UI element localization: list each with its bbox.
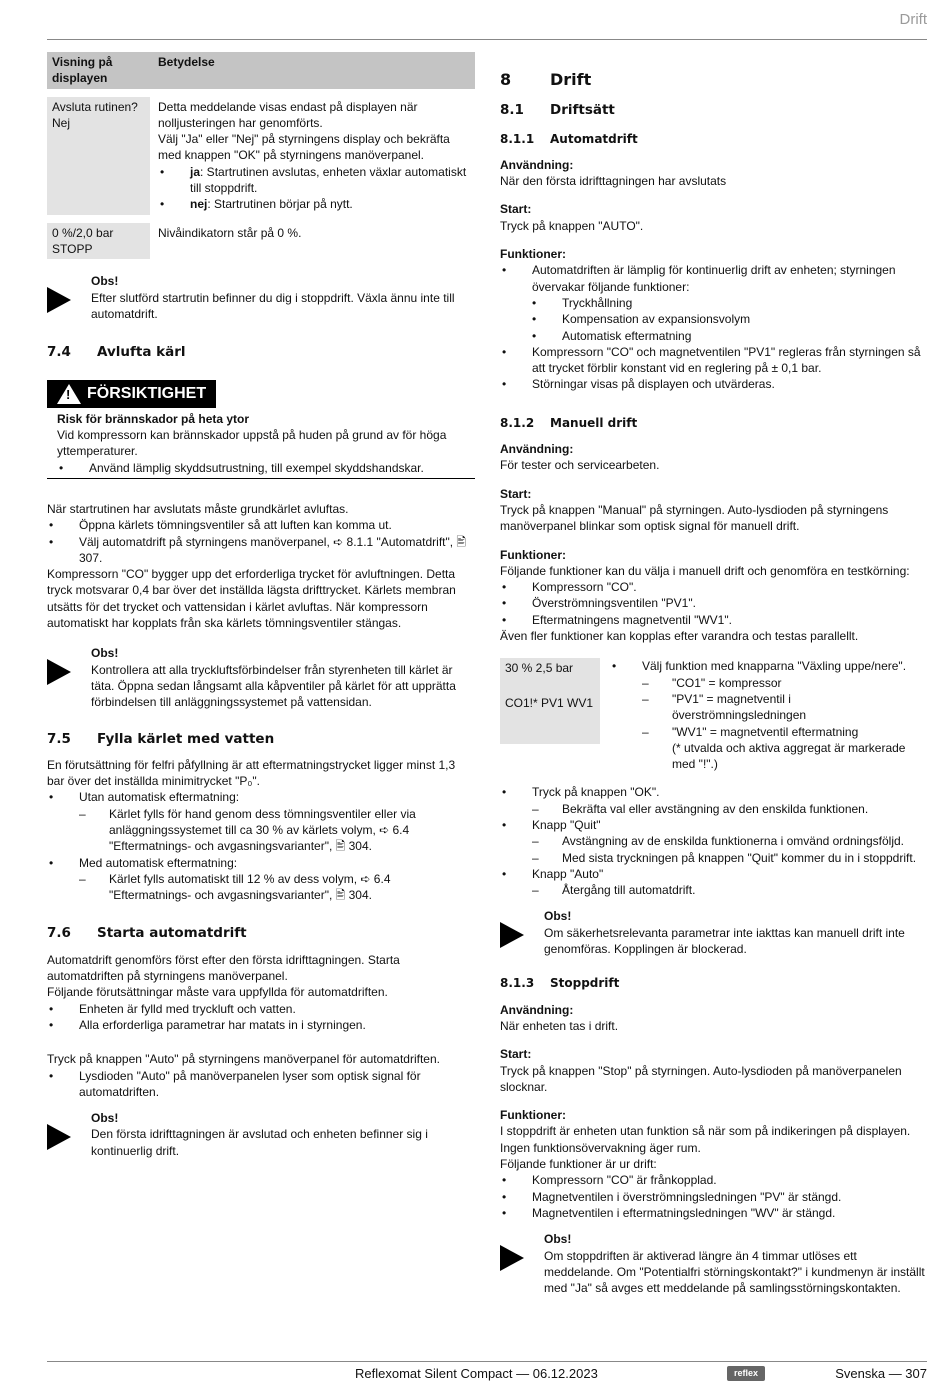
subsection-heading: 8.1.3 Stoppdrift: [500, 976, 620, 991]
list-item: • Kompressorn "CO" är frånkopplad.: [502, 1173, 717, 1188]
item-text: : Startrutinen avslutas, enheten växlar automatiskt till stoppdrift.: [190, 164, 467, 196]
footer-page: Svenska — 307: [835, 1366, 927, 1381]
table-cell-meaning: [150, 97, 475, 215]
paragraph: En förutsättning för felfri påfyllning är att eftermatningstrycket ligger minst 1,3 bar över det inställda minimitrycket "P₀".: [47, 757, 456, 789]
paragraph: Detta meddelande visas endast på displayen när nolljusteringen har genomförts.: [158, 99, 418, 130]
label: Funktioner:: [500, 547, 566, 562]
display-readout: [500, 658, 600, 744]
note-label: Obs!: [544, 909, 572, 924]
list-item: • ja: Startrutinen avslutas, enheten växlar automatiskt till stoppdrift.: [160, 164, 467, 196]
paragraph: Följande förutsättningar måste vara uppfyllda för automatdriften.: [47, 985, 388, 1000]
sub-list-item: • Automatisk eftermatning: [532, 328, 692, 343]
display-line: CO1!* PV1 WV1: [505, 695, 594, 710]
display-box: [500, 658, 926, 772]
list-item: • Överströmningsventilen "PV1".: [502, 596, 696, 611]
sub-list-item: (* utvalda och aktiva aggregat är markerade med "!".): [672, 740, 906, 772]
warning-badge: ! FÖRSIKTIGHET: [47, 380, 216, 408]
note-text: Den första idrifttagningen är avslutad och enheten befinner sig i kontinuerlig drift.: [91, 1127, 428, 1158]
label: Funktioner:: [500, 1108, 566, 1123]
footer-document: Reflexomat Silent Compact — 06.12.2023: [355, 1366, 598, 1381]
cell-line: Nej: [52, 115, 71, 130]
note-label: Obs!: [91, 274, 119, 289]
item-text: : Startrutinen börjar på nytt.: [207, 197, 353, 212]
table-cell-meaning: Nivåindikatorn står på 0 %.: [158, 225, 302, 240]
sub-list-item: – Kärlet fylls automatiskt till 12 % av dess volym, ➪ 6.4 "Eftermatnings- och avgasningsvarianter", 🖹 304.: [79, 871, 391, 903]
list-item: • Kompressorn "CO".: [502, 580, 637, 595]
table-header-display: Visning på displayen: [47, 52, 150, 89]
paragraph: När den första idrifttagningen har avslutats: [500, 174, 727, 189]
list-item: • Enheten är fylld med tryckluft och vatten.: [49, 1001, 296, 1016]
note-label: Obs!: [91, 1111, 119, 1126]
paragraph: Tryck på knappen "Manual" på styrningen. Auto-lysdioden på styrningens manöverpanel blinkar som optisk signal för manuell drift.: [500, 502, 889, 534]
page-footer: [47, 1361, 927, 1381]
arrow-icon: [500, 922, 524, 948]
paragraph: Följande funktioner är ur drift:: [500, 1157, 657, 1172]
display-line: 30 % 2,5 bar: [505, 661, 574, 676]
list-item: • Öppna kärlets tömningsventiler så att luften kan komma ut.: [49, 518, 392, 533]
note-label: Obs!: [91, 646, 119, 661]
subsection-heading: 8.1.2 Manuell drift: [500, 415, 638, 430]
note: [47, 273, 475, 322]
sub-list-item: – Avstängning av de enskilda funktionerna i omvänd ordningsföljd.: [532, 834, 904, 849]
note-text: Om säkerhetsrelevanta parametrar inte iakttas kan manuell drift inte genomföras. Kopplingen är blockerad.: [544, 925, 905, 957]
key-term: nej: [190, 197, 208, 212]
list-item: • Magnetventilen i eftermatningsledningen "WV" är stängd.: [502, 1205, 836, 1220]
section-heading: 8.1 Driftsätt: [500, 102, 615, 119]
paragraph: Automatdrift genomförs först efter den första idrifttagningen. Starta automatdriften på styrningens manöverpanel.: [47, 952, 400, 984]
section-heading: 7.5 Fylla kärlet med vatten: [47, 730, 275, 747]
subsection-heading: 8.1.1 Automatdrift: [500, 131, 638, 146]
label: Användning:: [500, 1002, 574, 1017]
table-cell-display: [47, 223, 150, 260]
label: Start:: [500, 1047, 532, 1062]
key-term: ja: [190, 164, 201, 179]
note-text: Om stoppdriften är aktiverad längre än 4 timmar utlöses ett meddelande. Om "Potentialfri störningskontakt?" i kundmenyn är inställt med "Ja" så avges ett meddelande på samlingsstörningskontakten.: [544, 1248, 925, 1296]
paragraph: När startrutinen har avslutats måste grundkärlet avluftas.: [47, 501, 349, 516]
list-item: • Knapp "Auto": [502, 866, 604, 881]
list-item: • Störningar visas på displayen och utvärderas.: [502, 377, 775, 392]
warning-title: Risk för brännskador på heta ytor: [57, 411, 250, 426]
note-text: Efter slutförd startrutin befinner du dig i stoppdrift. Växla ännu inte till automatdrift.: [91, 290, 455, 321]
table-header-meaning: Betydelse: [150, 52, 475, 89]
label: Funktioner:: [500, 247, 566, 262]
sub-list-item: – "PV1" = magnetventil i överströmningsledningen: [642, 691, 807, 723]
list-item: • Alla erforderliga parametrar har matats in i styrningen.: [49, 1017, 366, 1032]
paragraph: Tryck på knappen "Stop" på styrningen. Auto-lysdioden på manöverpanelen slocknar.: [500, 1063, 902, 1094]
paragraph: För tester och servicearbeten.: [500, 458, 660, 473]
list-item: • Kompressorn "CO" och magnetventilen "PV1" regleras från styrningen så att trycket förblir konstant vid en reglering på ± 0,1 bar.: [502, 344, 921, 376]
display-table: [47, 44, 475, 267]
list-item: • Tryck på knappen "OK".: [502, 785, 660, 800]
paragraph: Följande funktioner kan du välja i manuell drift och genomföra en testkörning:: [500, 563, 910, 578]
chapter-heading: 8 Drift: [500, 70, 592, 89]
paragraph: När enheten tas i drift.: [500, 1018, 619, 1033]
paragraph: Även fler funktioner kan kopplas efter varandra och testas parallellt.: [500, 629, 859, 644]
list-item: • Lysdioden "Auto" på manöverpanelen lyser som optisk signal för automatdriften.: [49, 1068, 421, 1099]
list-item: • Automatdriften är lämplig för kontinuerlig drift av enheten; styrningen övervakar följande funktioner:: [502, 263, 896, 294]
note-text: Kontrollera att alla tryckluftsförbindelser från styrenheten till kärlet är täta. Öppna sedan långsamt alla kåpventiler på kärlet för att upprätta förbindelsen till anläggningssystemet på vattensidan.: [91, 662, 456, 710]
list-item: • Utan automatisk eftermatning:: [49, 790, 240, 805]
sub-list-item: – Återgång till automatdrift.: [532, 883, 696, 898]
section-heading: 7.6 Starta automatdrift: [47, 925, 247, 942]
header-title: Drift: [899, 11, 927, 28]
note-label: Obs!: [544, 1232, 572, 1247]
note: [500, 908, 926, 957]
note: [47, 1110, 475, 1159]
page-header: [47, 10, 927, 40]
list-item: • Magnetventilen i överströmningsledningen "PV" är stängd.: [502, 1189, 842, 1204]
paragraph: I stoppdrift är enheten utan funktion så när som på indikeringen på displayen. Ingen funktionsövervakning äger rum.: [500, 1124, 911, 1155]
sub-list-item: – "WV1" = magnetventil eftermatning: [642, 724, 859, 739]
list-item: • Med automatisk eftermatning:: [49, 855, 238, 870]
table-cell-display: [47, 97, 150, 215]
reflex-logo: reflex: [727, 1366, 765, 1381]
note: [47, 645, 475, 710]
list-item: • nej: Startrutinen börjar på nytt.: [160, 197, 353, 212]
note: [500, 1231, 926, 1296]
list-item: • Välj funktion med knapparna "Växling uppe/nere".: [612, 659, 907, 674]
arrow-icon: [47, 287, 71, 313]
sub-list-item: • Kompensation av expansionsvolym: [532, 312, 751, 327]
sub-list-item: – "CO1" = kompressor: [642, 675, 782, 690]
sub-list-item: – Bekräfta val eller avstängning av den enskilda funktionen.: [532, 801, 869, 816]
section-heading: 7.4 Avlufta kärl: [47, 344, 186, 361]
cell-line: STOPP: [52, 241, 93, 256]
left-column: [47, 52, 475, 1165]
warning-block: [47, 380, 475, 478]
warning-text: Vid kompressorn kan brännskador uppstå på huden på grund av för höga yttemperaturer.: [57, 428, 447, 459]
arrow-icon: [500, 1245, 524, 1271]
paragraph: Tryck på knappen "Auto" på styrningens manöverpanel för automatdriften.: [47, 1052, 440, 1067]
right-column: [500, 72, 926, 1302]
list-item: • Använd lämplig skyddsutrustning, till exempel skyddshandskar.: [59, 460, 424, 475]
label: Start:: [500, 202, 532, 217]
paragraph: Välj "Ja" eller "Nej" på styrningens display och bekräfta med knappen "OK" på styrningens manöverpanel.: [158, 132, 450, 163]
sub-list-item: – Kärlet fylls för hand genom dess tömningsventiler eller via anläggningssystemet till ca 30 % av kärlets volym, ➪ 6.4 "Eftermatnings- och avgasningsvarianter", 🖹 304.: [79, 806, 416, 854]
warning-icon: !: [57, 384, 81, 404]
arrow-icon: [47, 1124, 71, 1150]
list-item: • Knapp "Quit": [502, 817, 601, 832]
cell-line: Avsluta rutinen?: [52, 99, 138, 114]
arrow-icon: [47, 659, 71, 685]
label: Start:: [500, 486, 532, 501]
label: Användning:: [500, 157, 574, 172]
cell-line: 0 %/2,0 bar: [52, 225, 114, 240]
label: Användning:: [500, 442, 574, 457]
paragraph: Kompressorn "CO" bygger upp det erforderliga trycket för avluftningen. Detta tryck motsvarar 0,4 bar över det inställda lägsta drifttrycket. Kärlets membran utsätts för det trycket och vattensidan i kärlet avluftas. När kompressorn automatiskt har kopplats från ska kärlets tömningsventiler stängas.: [47, 567, 456, 631]
sub-list-item: • Tryckhållning: [532, 295, 633, 310]
sub-list-item: – Med sista tryckningen på knappen "Quit" kommer du in i stoppdrift.: [532, 850, 917, 865]
paragraph: Tryck på knappen "AUTO".: [500, 218, 644, 233]
list-item: • Välj automatdrift på styrningens manöverpanel, ➪ 8.1.1 "Automatdrift", 🖹 307.: [49, 534, 467, 565]
list-item: • Eftermatningens magnetventil "WV1".: [502, 612, 732, 627]
